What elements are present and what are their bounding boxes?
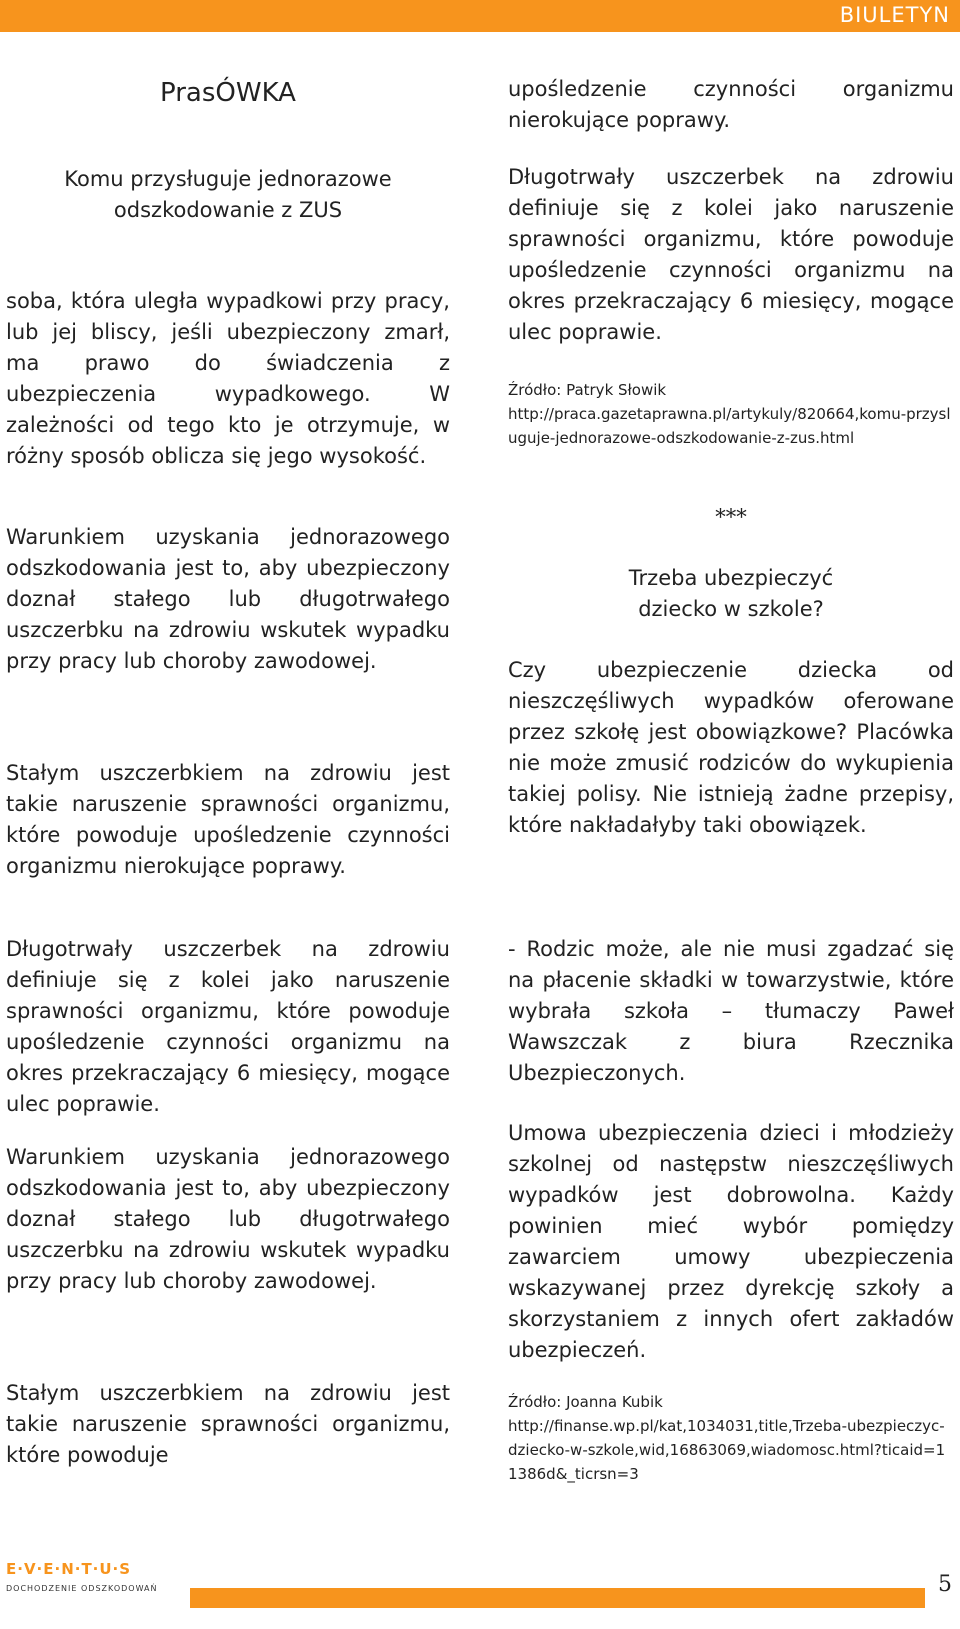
separator: *** — [715, 505, 747, 529]
paragraph: Długotrwały uszczerbek na zdrowiu definiuje się z kolei jako naruszenie sprawności organizmu, które powoduje upośledzenie czynności organizmu na okres przekraczający 6 miesięcy, mogące ulec poprawie. — [6, 937, 450, 1116]
article-title-line2: dziecko w szkole? — [638, 597, 824, 621]
footer-bar — [190, 1588, 925, 1608]
paragraph: soba, która uległa wypadkowi przy pracy, lub jej bliscy, jeśli ubezpieczony zmarł, ma prawo do świadczenia z ubezpieczenia wypadkowego. W zależności od tego kto je otrzymuje, w różny sposób oblicza się jego wysokość. — [6, 289, 450, 468]
paragraph: Warunkiem uzyskania jednorazowego odszkodowania jest to, aby ubezpieczony doznał stałego lub długotrwałego uszczerbku na zdrowiu wskutek wypadku przy pracy lub choroby zawodowej. — [6, 525, 450, 673]
source-link[interactable]: http://praca.gazetaprawna.pl/artykuly/820664,komu-przysluguje-jednorazowe-odszkodowanie-z-zus.html — [508, 405, 951, 447]
paragraph: Umowa ubezpieczenia dzieci i młodzieży szkolnej od następstw nieszczęśliwych wypadków jest dobrowolna. Każdy powinien mieć wybór pomiędzy zawarciem umowy ubezpieczenia wskazywanej przez dyrekcję szkoły a skorzystaniem z innych ofert zakładów ubezpieczeń. — [508, 1121, 954, 1362]
paragraph: Warunkiem uzyskania jednorazowego odszkodowania jest to, aby ubezpieczony doznał stałego lub długotrwałego uszczerbku na zdrowiu wskutek wypadku przy pracy lub choroby zawodowej. — [6, 1145, 450, 1293]
source-author: Źródło: Joanna Kubik — [508, 1393, 663, 1411]
section-heading: PrasÓWKA — [160, 78, 296, 108]
article-title-line1: Komu przysługuje jednorazowe — [64, 167, 392, 191]
source-citation — [508, 1390, 954, 1486]
paragraph: Stałym uszczerbkiem na zdrowiu jest takie naruszenie sprawności organizmu, które powoduje — [6, 1381, 450, 1467]
header-bar — [0, 0, 960, 32]
logo-subtext: DOCHODZENIE ODSZKODOWAŃ — [6, 1584, 158, 1593]
paragraph: upośledzenie czynności organizmu nierokujące poprawy. — [508, 77, 954, 132]
page-number: 5 — [938, 1572, 952, 1597]
eventus-logo — [6, 1560, 186, 1608]
article-title — [6, 164, 450, 226]
header-title: BIULETYN — [839, 3, 950, 27]
source-author: Źródło: Patryk Słowik — [508, 381, 667, 399]
paragraph: Długotrwały uszczerbek na zdrowiu definiuje się z kolei jako naruszenie sprawności organizmu, które powoduje upośledzenie czynności organizmu na okres przekraczający 6 miesięcy, mogące ulec poprawie. — [508, 165, 954, 344]
source-citation — [508, 378, 954, 450]
logo-text: E·V·E·N·T·U·S — [6, 1560, 132, 1578]
source-link[interactable]: http://finanse.wp.pl/kat,1034031,title,Trzeba-ubezpieczyc-dziecko-w-szkole,wid,16863069,wiadomosc.html?ticaid=11386d&_ticrsn=3 — [508, 1417, 946, 1483]
paragraph: Stałym uszczerbkiem na zdrowiu jest takie naruszenie sprawności organizmu, które powoduje upośledzenie czynności organizmu nierokujące poprawy. — [6, 761, 450, 878]
article-title — [508, 563, 954, 625]
article-title-line1: Trzeba ubezpieczyć — [628, 566, 834, 590]
paragraph: - Rodzic może, ale nie musi zgadzać się na płacenie składki w towarzystwie, które wybrała szkoła – tłumaczy Paweł Wawszczak z biura Rzecznika Ubezpieczonych. — [508, 937, 954, 1085]
paragraph: Czy ubezpieczenie dziecka od nieszczęśliwych wypadków oferowane przez szkołę jest obowiązkowe? Placówka nie może zmusić rodziców do wykupienia takiej polisy. Nie istnieją żadne przepisy, które nakładałyby taki obowiązek. — [508, 658, 954, 837]
article-title-line2: odszkodowanie z ZUS — [113, 198, 343, 222]
